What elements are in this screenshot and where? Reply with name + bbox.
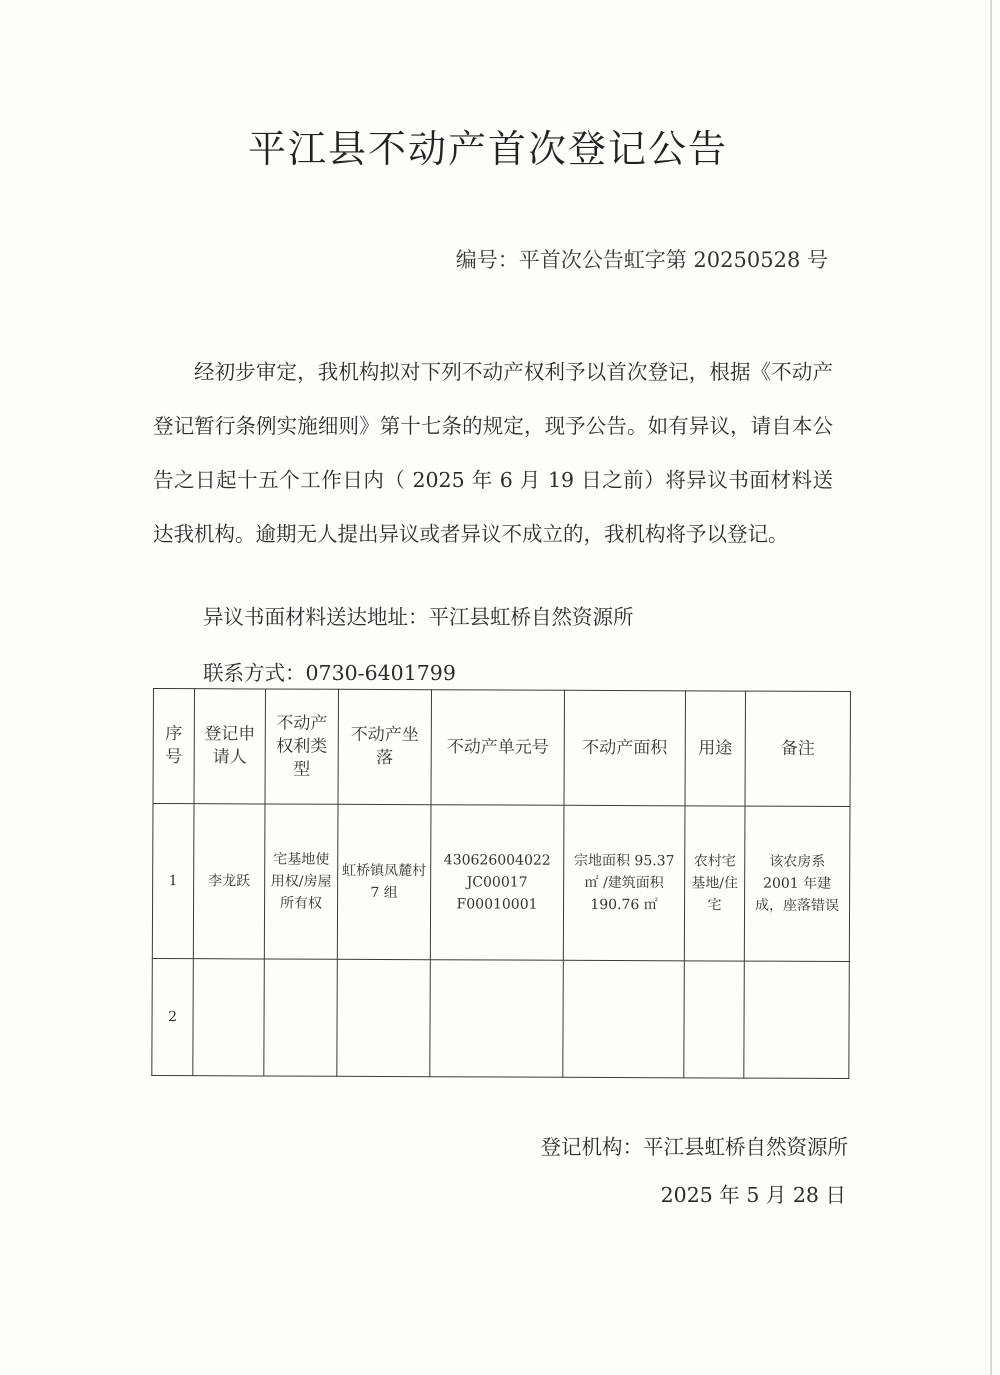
registration-org: 登记机构：平江县虹桥自然资源所 [540, 1135, 848, 1159]
table-row [152, 804, 850, 962]
cell-unit-no [430, 960, 564, 1078]
table-row [152, 958, 850, 1078]
header-area: 不动产面积 [564, 690, 686, 806]
header-usage: 用途 [685, 691, 746, 806]
notice-date: 2025 年 5 月 28 日 [660, 1183, 846, 1207]
header-location: 不动产坐落 [338, 689, 432, 804]
cell-location [337, 959, 431, 1076]
cell-unit-no: 430626004022 JC00017 F00010001 [430, 805, 564, 961]
registration-table [151, 688, 851, 1079]
header-seq: 序号 [153, 689, 195, 804]
cell-remark [744, 961, 850, 1078]
cell-usage [684, 961, 745, 1078]
document-number: 编号：平首次公告虹字第 20250528 号 [455, 248, 828, 272]
cell-usage: 农村宅基地/住宅 [684, 806, 745, 961]
header-unit-no: 不动产单元号 [431, 690, 565, 806]
cell-remark: 该农房系 2001 年建成，座落错误 [744, 806, 850, 961]
objection-address: 异议书面材料送达地址：平江县虹桥自然资源所 [203, 605, 634, 629]
cell-right-type: 宅基地使用权/房屋所有权 [264, 804, 338, 959]
header-right-type: 不动产权利类型 [265, 689, 339, 804]
cell-seq: 2 [152, 958, 194, 1075]
scan-edge-line [990, 0, 992, 1375]
cell-applicant [193, 959, 265, 1076]
cell-right-type [264, 959, 338, 1076]
cell-area [563, 960, 685, 1078]
cell-seq: 1 [152, 804, 194, 959]
cell-area: 宗地面积 95.37 ㎡ /建筑面积 190.76 ㎡ [563, 805, 685, 961]
cell-applicant: 李龙跃 [193, 804, 265, 959]
header-remark: 备注 [745, 691, 851, 806]
header-applicant: 登记申请人 [194, 689, 266, 804]
table-header-row [153, 689, 850, 807]
contact-info: 联系方式：0730-6401799 [203, 661, 456, 685]
cell-location: 虹桥镇凤麓村 7 组 [337, 804, 431, 959]
notice-title: 平江县不动产首次登记公告 [247, 127, 728, 171]
body-paragraph: 经初步审定，我机构拟对下列不动产权利予以首次登记，根据《不动产登记暂行条例实施细则》第十七条的规定，现予公告。如有异议，请自本公告之日起十五个工作日内（ 2025 年 6 月 19 日之前）将异议书面材料送达我机构。逾期无人提出异议或者异议不成立的，我机构将予以登记。 [153, 360, 833, 546]
